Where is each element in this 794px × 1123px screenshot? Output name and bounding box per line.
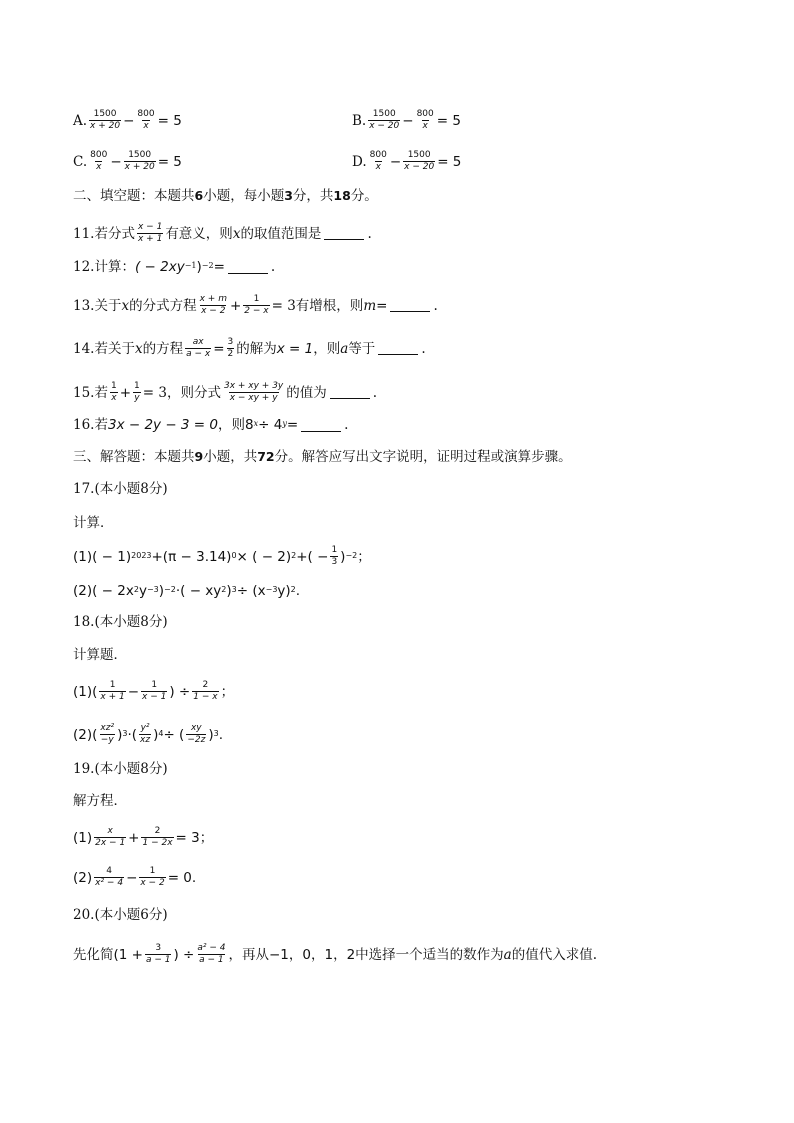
fraction: $\frac{1500}{x - 20}$: [404, 150, 435, 172]
fraction: $\frac{3}{2}$: [227, 337, 234, 359]
fraction: $\frac{x - 1}{x + 1}$: [137, 222, 163, 244]
section-heading-solution: 三、解答题：本题共 9 小题，共 72 分。解答应写出文字说明，证明过程或演算步骤。: [73, 449, 572, 465]
option-c-label: C.: [73, 153, 88, 170]
fraction: $\frac{3}{a - 1}$: [145, 943, 171, 965]
question-18-instruction: 计算题．: [73, 647, 127, 663]
fraction: $\frac{1}{x + 1}$: [100, 680, 125, 702]
answer-blank[interactable]: [228, 261, 268, 274]
question-17-part-1: (1)( − 1) $^{2023}$ +(π − 3.14) $^0$ × ( − 2) $^2$ +( − $\frac{1}{3}$ ) $^{-2}$ ；: [73, 545, 371, 567]
answer-blank[interactable]: [324, 227, 364, 240]
fraction: $\frac{1}{2 - x}$: [244, 294, 269, 316]
fraction: $\frac{1500}{x + 20}$: [90, 109, 121, 131]
question-17-part-2: (2)( − 2x $^2$ y $^{-3}$ ) $^{-2}$ ·( − xy $^2$ ) $^3$ ÷ (x $^{-3}$ y) $^2$ .: [73, 583, 301, 599]
answer-blank[interactable]: [378, 342, 418, 355]
option-b: B. $\frac{1500}{x - 20}$ − $\frac{800}{x}$ = 5: [352, 109, 461, 131]
option-a-label: A.: [73, 112, 88, 129]
fraction: $\frac{2}{1 - x}$: [193, 680, 218, 702]
fraction: $\frac{4}{\text{x² − 4}}$: [95, 866, 124, 888]
question-19-instruction: 解方程．: [73, 793, 127, 809]
question-17-title: 17.(本小题8分): [73, 481, 168, 497]
fraction: $\frac{3x + xy + 3y}{x - xy + y}$: [223, 381, 284, 403]
question-16: 16. 若 3x − 2y − 3 = 0 ，则 8 $^x$ ÷ 4 $^y$ = .: [73, 417, 349, 433]
option-c: C. $\frac{800}{x}$ − $\frac{1500}{x + 20}$ = 5: [73, 150, 182, 172]
fraction: $\frac{2}{1 - 2x}$: [142, 826, 173, 848]
fraction: $\frac{1500}{x + 20}$: [124, 150, 155, 172]
fraction: $\frac{ax}{a - x}$: [186, 337, 211, 359]
question-13: 13. 关于 x 的分式方程 $\frac{x + m}{x - 2}$ + $\frac{1}{2 - x}$ = 3有增根，则 m = .: [73, 294, 438, 316]
question-15: 15. 若 $\frac{1}{x}$ + $\frac{1}{y}$ = 3，则分式 $\frac{3x + xy + 3y}{x - xy + y}$ 的值为 .: [73, 381, 378, 403]
question-20-body: 先化简 (1 + $\frac{3}{a - 1}$ ) ÷ $\frac{\text{a² − 4}}{a - 1}$ ，再从 −1，0，1，2 中选择一个适当的数作为 a 的值代入求值.: [73, 943, 598, 965]
fraction: $\frac{1}{3}$: [331, 545, 338, 567]
section-heading-fill-blank: 二、填空题：本题共 6 小题，每小题 3 分，共 18 分。: [73, 188, 378, 204]
fraction: $\frac{xy}{-2z}$: [187, 723, 206, 745]
option-d-label: D.: [352, 153, 367, 170]
fraction: $\frac{800}{x}$: [90, 150, 108, 172]
fraction: $\frac{x}{2x - 1}$: [95, 826, 126, 848]
fraction: $\frac{800}{x}$: [369, 150, 387, 172]
fraction: $\frac{1}{y}$: [134, 381, 140, 403]
question-11: 11. 若分式 $\frac{x - 1}{x + 1}$ 有意义，则 x 的取值范围是 .: [73, 222, 372, 244]
answer-blank[interactable]: [330, 386, 370, 399]
question-19-part-2: (2) $\frac{4}{\text{x² − 4}}$ − $\frac{1}{x - 2}$ = 0.: [73, 866, 197, 888]
option-d: D. $\frac{800}{x}$ − $\frac{1500}{x - 20}$ = 5: [352, 150, 462, 172]
fraction: $\frac{800}{x}$: [416, 109, 434, 131]
fraction: $\frac{\text{y²}}{xz}$: [140, 723, 151, 745]
question-18-part-1: (1)( $\frac{1}{x + 1}$ − $\frac{1}{x - 1}$ ) ÷ $\frac{2}{1 - x}$ ；: [73, 680, 235, 702]
fraction: $\frac{\text{xz²}}{-y}$: [100, 723, 115, 745]
answer-blank[interactable]: [390, 299, 430, 312]
option-b-label: B.: [352, 112, 367, 129]
question-17-instruction: 计算．: [73, 515, 114, 531]
question-12: 12. 计算： ( − 2xy $^{-1}$ ) $^{-2}$ = .: [73, 259, 276, 275]
fraction: $\frac{1}{x - 1}$: [142, 680, 167, 702]
question-18-title: 18.(本小题8分): [73, 614, 168, 630]
answer-blank[interactable]: [301, 419, 341, 432]
option-a: A. $\frac{1500}{x + 20}$ − $\frac{800}{x}$ = 5: [73, 109, 182, 131]
fraction: $\frac{1}{x}$: [110, 381, 117, 403]
fraction: $\frac{800}{x}$: [137, 109, 155, 131]
question-18-part-2: (2)( $\frac{\text{xz²}}{-y}$ ) $^3$ ·( $\frac{\text{y²}}{xz}$ ) $^4$ ÷ ( $\frac{xy}{-2z}$ ) $^3$ .: [73, 723, 223, 745]
question-14: 14. 若关于 x 的方程 $\frac{ax}{a - x}$ = $\frac{3}{2}$ 的解为 x = 1 ，则 a 等于 .: [73, 337, 426, 359]
fraction: $\frac{x + m}{x - 2}$: [199, 294, 227, 316]
fraction: $\frac{\text{a² − 4}}{a - 1}$: [197, 943, 226, 965]
question-19-title: 19.(本小题8分): [73, 761, 168, 777]
fraction: $\frac{1}{x - 2}$: [140, 866, 165, 888]
fraction: $\frac{1500}{x - 20}$: [369, 109, 400, 131]
question-20-title: 20.(本小题6分): [73, 907, 168, 923]
question-19-part-1: (1) $\frac{x}{2x - 1}$ + $\frac{2}{1 - 2x}$ = 3；: [73, 826, 214, 848]
